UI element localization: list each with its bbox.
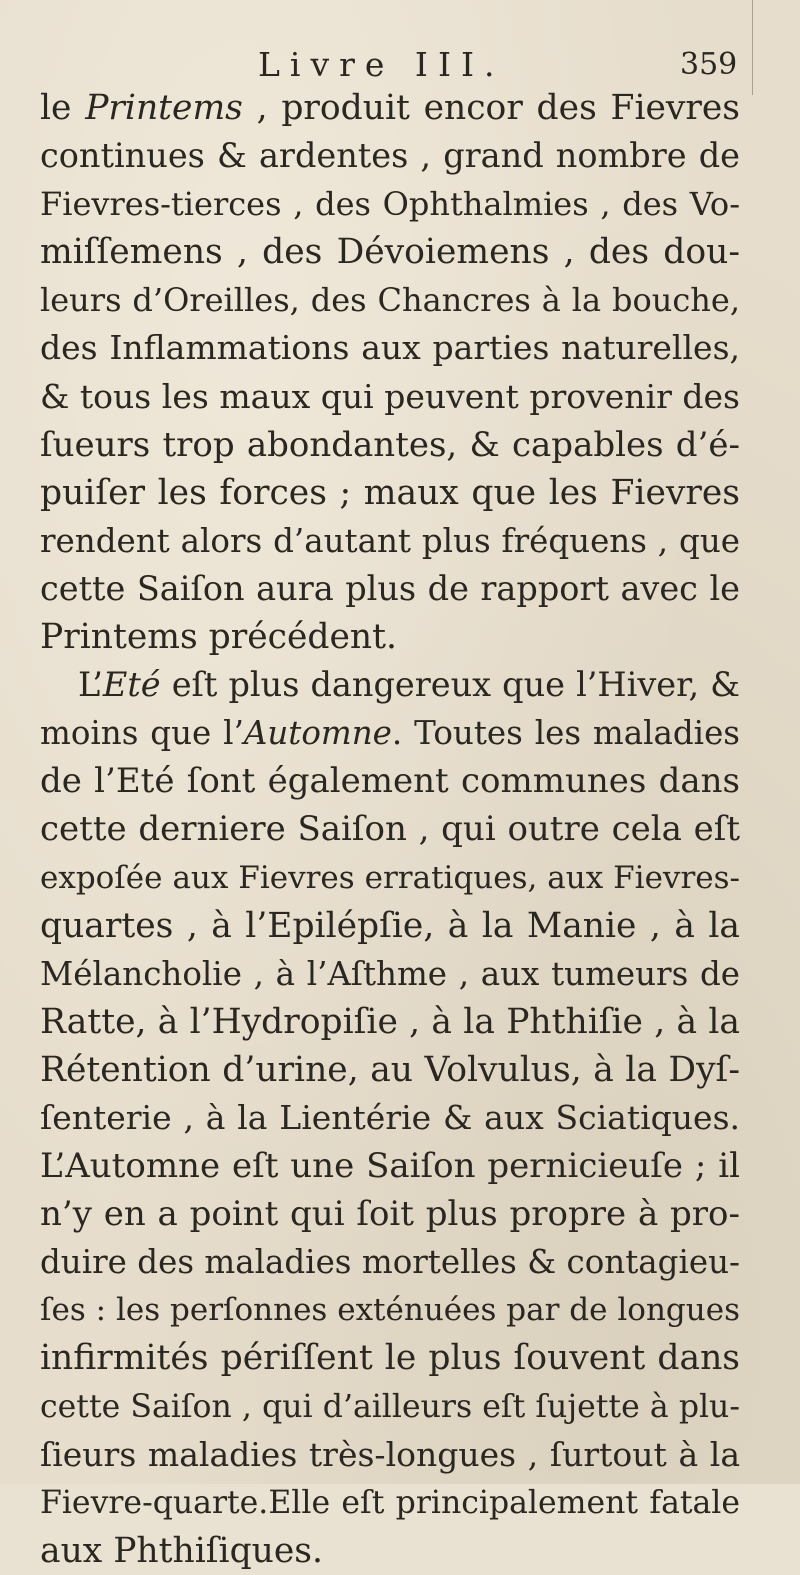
text-line: Fievres-tierces , des Ophthalmies , des Vo- [40,185,740,224]
text-line: moins que l’Automne. Toutes les maladies [40,714,740,753]
text-line: L’Eté eſt plus dangereux que l’Hiver, & [78,665,740,705]
body-text [40,84,740,1575]
text-line: Ratte, à l’Hydropiſie , à la Phthiſie , à la [40,1001,740,1042]
text-line: continues & ardentes , grand nombre de [40,136,740,176]
text-line: aux Phthiſiques. [40,1530,323,1571]
text-line: & tous les maux qui peuvent provenir des [40,376,740,416]
text-line: cette Saiſon aura plus de rapport avec le [40,568,740,608]
text-line: cette Saiſon , qui d’ailleurs eſt ſujette à plu- [40,1388,740,1425]
text-line: cette derniere Saiſon , qui outre cela eſt [40,809,740,850]
text-line: L’Automne eſt une Saiſon pernicieuſe ; il [40,1146,740,1187]
text-line: Rétention d’urine, au Volvulus, à la Dyſ- [40,1049,740,1090]
text-line: rendent alors d’autant plus fréquens , que [40,521,740,560]
text-line: ſieurs maladies très-longues , ſurtout à la [40,1434,740,1474]
running-head [0,44,800,86]
text-line: n’y en a point qui ſoit plus propre à pro- [40,1194,740,1235]
text-line: de l’Eté ſont également communes dans [40,761,740,802]
page-number: 359 [680,47,738,82]
text-line: miſſemens , des Dévoiemens , des dou- [40,232,740,273]
text-line: Printems précédent. [40,617,397,658]
text-line: ſueurs trop abondantes, & capables d’é- [40,424,740,465]
text-line: puiſer les forces ; maux que les Fievres [40,472,740,513]
text-line: le Printems , produit encor des Fievres [40,88,740,128]
text-line: quartes , à l’Epilépſie, à la Manie , à la [40,905,740,946]
text-line: expoſée aux Fievres erratiques, aux Fievres- [40,859,740,896]
text-line: infirmités périſſent le plus ſouvent dans [40,1338,740,1379]
text-line: Fievre-quarte.Elle eſt principalement fatale [40,1484,740,1521]
running-title: Livre III. [258,45,505,84]
text-line: duire des maladies mortelles & contagieu- [40,1243,740,1282]
text-line: ſes : les perſonnes exténuées par de longues [40,1292,740,1329]
text-line: ſenterie , à la Lientérie & aux Sciatiques. [40,1097,740,1137]
text-line: leurs d’Oreilles, des Chancres à la bouche, [40,281,740,320]
text-line: Mélancholie , à l’Aſthme , aux tumeurs de [40,954,740,993]
text-line: des Inflammations aux parties naturelles, [40,328,740,368]
